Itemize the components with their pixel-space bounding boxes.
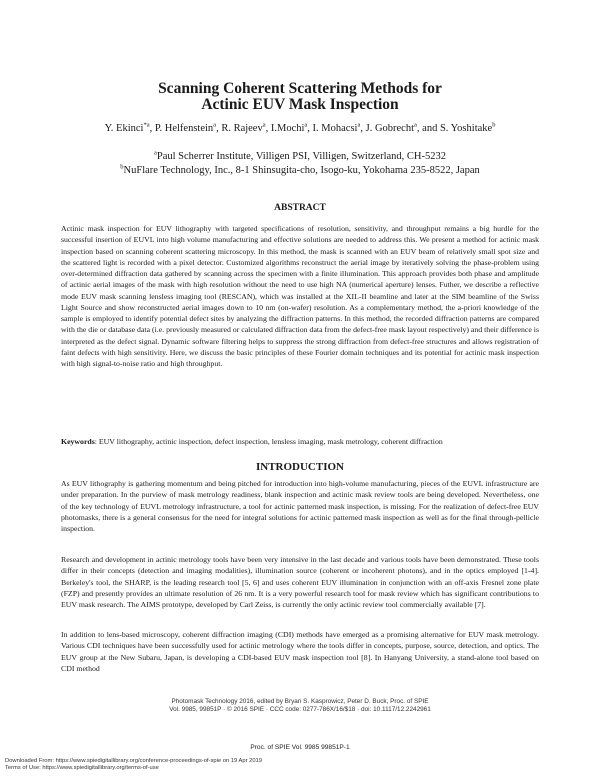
intro-paragraph-2: Research and development in actinic metrology tools have been very intensive in the last decade and various tools have been demonstrated. These tools differ in their concepts (detection and imaging modalities), illumination source (coherent or incoherent photons), and in the optics employed [1-4]. Berkeley's tool, the SHARP, is the leading research tool [5, 6] and uses coherent EUV illumination in conjunction with an off-axis Fresnel zone plate (FZP) and presently provides an ultimate resolution of 26 nm. It is a very powerful research tool for mask review which has significant contributions to EUV mask research. The AIMS prototype, developed by Carl Zeiss, is currently the only actinic review tool commercially available [7]. (61, 555, 539, 609)
intro-paragraph-1: As EUV lithography is gathering momentum and being pitched for introduction into high-volume manufacturing, pieces of the EUVL infrastructure are under preparation. In the purview of mask metrology readiness, blank inspection and actinic mask review tools are being developed. Nevertheless, one of the key technology of EUVL metrology infrastructure, a tool for actinic patterned mask inspection, is missing. For the realization of defect-free EUV photomasks, there is a general consensus for the need for integral solutions for actinic patterned mask inspection as well as for the final through-pellicle inspection. (61, 479, 539, 533)
keywords-label: Keywords (61, 437, 95, 446)
paper-title-line-2: Actinic EUV Mask Inspection (201, 96, 399, 113)
terms-of-use-notice: Terms of Use: https://www.spiedigitallibrary.org/terms-of-use (5, 765, 159, 771)
citation-footnote-line-1: Photomask Technology 2016, edited by Bryan S. Kasprowicz, Peter D. Buck, Proc. of SPIE (171, 698, 429, 705)
author: S. Yoshitake$^b$ (439, 121, 496, 134)
citation-footnote-line-2: Vol. 9985, 99851P · © 2016 SPIE · CCC code: 0277-786X/16/$18 · doi: 10.1117/12.2242961 (169, 706, 431, 713)
introduction-heading: INTRODUCTION (255, 461, 344, 473)
author: R. Rajeev$^a$ (221, 121, 266, 134)
author: P. Helfenstein$^a$ (154, 121, 217, 134)
author: J. Gobrecht$^a$ (365, 121, 417, 134)
intro-paragraph-3: In addition to lens-based microscopy, coherent diffraction imaging (CDI) methods have emerged as a promising alternative for EUV mask metrology. Various CDI techniques have been successfully used for actinic metrology where the tools differ in concepts, purpose, source, detection, and optics. The EUV group at the New Subaru, Japan, is developing a CDI-based EUV mask inspection tool [8]. In Hanyang University, a stand-alone tool based on CDI method (61, 630, 539, 673)
author: Y. Ekinci$^{*a}$ (104, 121, 150, 134)
keywords (61, 436, 539, 447)
author-list: Y. Ekinci$^{*a}$, P. Helfenstein$^a$, R. Rajeev$^a$, I.Mochi$^a$, I. Mohacsi$^a$, J. Gobrecht$^a$, and S. Yoshitake$^b$ (104, 121, 496, 134)
keywords-text: : EUV lithography, actinic inspection, defect inspection, lensless imaging, mask metrology, coherent diffraction (94, 437, 443, 446)
abstract-heading: ABSTRACT (274, 203, 326, 213)
author: I.Mochi$^a$ (270, 121, 308, 134)
affiliation-a: $^a$Paul Scherrer Institute, Villigen PSI, Villigen, Switzerland, CH-5232 (154, 149, 446, 162)
affiliation-b: $^b$NuFlare Technology, Inc., 8-1 Shinsugita-cho, Isogo-ku, Yokohama 235-8522, Japan (120, 163, 480, 176)
abstract-text: Actinic mask inspection for EUV lithography with targeted specifications of resolution, sensitivity, and throughput remains a big hurdle for the successful insertion of EUVL into high volume manufacturing and effective solutions are needed to address this. We present a method for actinic mask inspection based on scanning coherent scattering microscopy. In this method, the mask is scanned with an EUV beam of relatively small spot size and the scattered light is recorded with a pixel detector. Customized algorithms reconstruct the aerial image by iteratively solving the phase-problem using over-determined diffraction data gathered by scanning across the specimen with a finite illumination. This approach provides both phase and amplitude of actinic aerial images of the mask with high resolution without the need to use high NA (numerical aperture) lenses. Futher, we describe a reflective mode EUV mask scanning lensless imaging tool (RESCAN), which was installed at the XIL-II beamline and later at the SIM beamline of the Swiss Light Source and show reconstructed aerial images down to 10 nm (on-wafer) resolution. As a complementary method, the a-priori knowledge of the sample is employed to identify potential defect sites by analyzing the diffraction patterns. In this method, the recorded diffraction patterns are compared with the die or database data (i.e. previously measured or calculated diffraction data from the defect-free mask layout respectively) and their difference is interpreted as the defect signal. Dynamic software filtering helps to suppress the strong diffraction from defect-free structures and allows registration of faint defects with high sensitivity. Here, we discuss the basic principles of these Fourier domain techniques and its potential for actinic mask inspection with high signal-to-noise ratio and high throughput. (61, 224, 539, 368)
paper-title-line-1: Scanning Coherent Scattering Methods for (158, 80, 442, 97)
page-footer-proc: Proc. of SPIE Vol. 9985 99851P-1 (250, 744, 350, 751)
author: I. Mohacsi$^a$ (312, 121, 361, 134)
download-notice: Downloaded From: https://www.spiedigitallibrary.org/conference-proceedings-of-spie on 19 Apr 2019 (5, 758, 263, 764)
